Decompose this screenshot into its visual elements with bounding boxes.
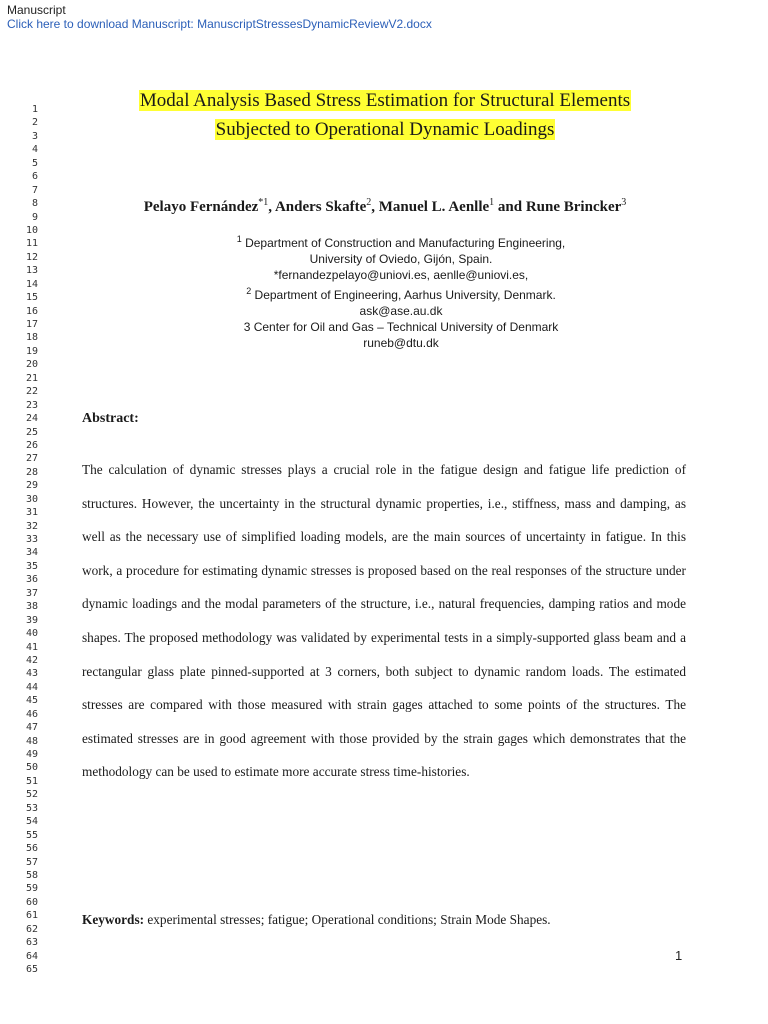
affiliation-1-sup: 1 [236,234,242,244]
affiliation-1-line-2: University of Oviedo, Gijón, Spain. [309,252,493,266]
keywords-text: experimental stresses; fatigue; Operational conditions; Strain Mode Shapes. [144,912,551,927]
manuscript-label: Manuscript [7,3,66,17]
author-separator: , [268,199,275,215]
line-number: 50 [25,762,38,774]
line-number: 49 [25,749,38,760]
page-number: 1 [675,948,683,963]
affiliation-1-text: Department of Construction and Manufacturing Engineering, [241,236,566,250]
author-separator: and [494,199,526,215]
author-affiliation-marker: 3 [621,197,627,208]
author-list [60,197,710,216]
author-name: Pelayo Fernández [143,199,259,215]
line-number: 2 [31,117,38,129]
author-name: Anders Skafte [274,199,367,215]
abstract-text: The calculation of dynamic stresses plays a crucial role in the fatigue design and fatigue life prediction of structures. However, the uncertainty in the structural dynamic properties, i.e., stiffness, mass and damping, as well as the necessary use of simplified loading models, are the main sources of uncertainty in fatigue. In this work, a procedure for estimating dynamic stresses is proposed based on the real responses of the structure under dynamic loadings and the modal parameters of the structure, i.e., natural frequencies, damping ratios and mode shapes. The proposed methodology was validated by experimental tests in a simply-supported glass beam and a rectangular glass plate pinned-supported at 3 corners, both subject to dynamic random loads. The estimated stresses are compared with those measured with strain gages attached to some points of the structures. The estimated stresses are in good agreement with those provided by the strain gages which demonstrates that the methodology can be used to estimate more accurate stress time-histories. [82,462,686,780]
line-number: 1 [31,104,38,115]
affiliation-1-line-1 [90,231,712,251]
line-number: 3 [31,130,38,142]
line-numbers-column [0,103,38,976]
line-number: 6 [31,171,38,183]
affiliation-2-line-1 [90,283,712,303]
line-number: 8 [31,198,38,210]
line-number: 39 [25,614,38,626]
line-number: 11 [25,238,38,250]
line-number: 14 [25,278,38,290]
line-number: 65 [25,964,38,975]
line-number: 19 [25,345,38,357]
line-number: 56 [25,843,38,855]
line-number: 53 [25,802,38,814]
line-number: 52 [25,789,38,801]
line-number: 42 [25,654,38,666]
line-number: 27 [25,453,38,465]
keywords [82,912,551,928]
line-number: 20 [25,359,38,371]
line-number: 37 [25,587,38,599]
affiliation-2-text: Department of Engineering, Aarhus University, Denmark. [251,288,556,302]
affiliation-2-email: ask@ase.au.dk [359,304,443,318]
line-number: 13 [25,265,38,277]
line-number: 7 [31,184,38,196]
line-number: 30 [25,493,38,505]
line-number: 57 [25,856,38,868]
paper-title [70,86,700,144]
line-number: 48 [25,735,38,747]
line-number: 31 [25,507,38,519]
line-number: 5 [31,157,38,169]
author-affiliation-marker: *1 [258,197,269,208]
line-number: 34 [25,547,38,559]
keywords-label: Keywords: [82,912,145,927]
line-number: 21 [25,372,38,384]
line-number: 47 [25,722,38,734]
line-number: 17 [25,319,38,330]
line-number: 38 [25,601,38,613]
line-number: 12 [25,251,38,263]
line-number: 4 [31,144,38,156]
line-number: 36 [25,574,38,586]
line-number: 64 [25,950,38,962]
line-number: 22 [25,386,38,398]
line-number: 26 [25,439,38,451]
line-number: 35 [25,560,38,572]
affiliation-3-email: runeb@dtu.dk [363,336,439,350]
line-number: 33 [25,534,38,545]
line-number: 62 [25,923,38,935]
line-number: 55 [25,829,38,841]
line-number: 59 [25,883,38,895]
line-number: 44 [25,681,38,693]
line-number: 25 [25,426,38,438]
author-affiliation-marker: 2 [366,197,372,208]
author-name: Manuel L. Aenlle [378,199,490,215]
line-number: 10 [25,224,38,236]
affiliation-1-emails: *fernandezpelayo@uniovi.es, aenlle@uniovi.es, [273,268,529,282]
line-number: 45 [25,695,38,707]
line-number: 15 [25,292,38,304]
line-number: 32 [25,520,38,532]
title-line-2: Subjected to Operational Dynamic Loadings [215,119,555,140]
abstract-heading: Abstract: [82,411,139,426]
line-number: 51 [25,775,38,787]
line-number: 61 [25,910,38,922]
line-number: 29 [25,480,38,492]
title-line-1: Modal Analysis Based Stress Estimation for Structural Elements [139,90,631,111]
line-number: 54 [25,816,38,828]
line-number: 9 [31,211,38,223]
line-number: 60 [25,896,38,908]
affiliation-2-sup: 2 [246,286,252,296]
line-number: 63 [25,937,38,949]
line-number: 28 [25,466,38,478]
download-manuscript-link[interactable]: Click here to download Manuscript: ManuscriptStressesDynamicReviewV2.docx [7,17,432,31]
line-number: 23 [25,399,38,411]
author-name: Rune Brincker [525,199,622,215]
line-number: 46 [25,708,38,720]
line-number: 43 [25,668,38,680]
line-number: 41 [25,641,38,653]
line-number: 58 [25,869,38,881]
author-affiliation-marker: 1 [489,197,495,208]
affiliation-3-line-1: 3 Center for Oil and Gas – Technical University of Denmark [243,320,559,334]
affiliations [90,231,712,351]
line-number: 18 [25,332,38,344]
line-number: 16 [25,305,38,317]
author-separator: , [371,199,379,215]
line-number: 24 [25,413,38,425]
line-number: 40 [25,628,38,640]
